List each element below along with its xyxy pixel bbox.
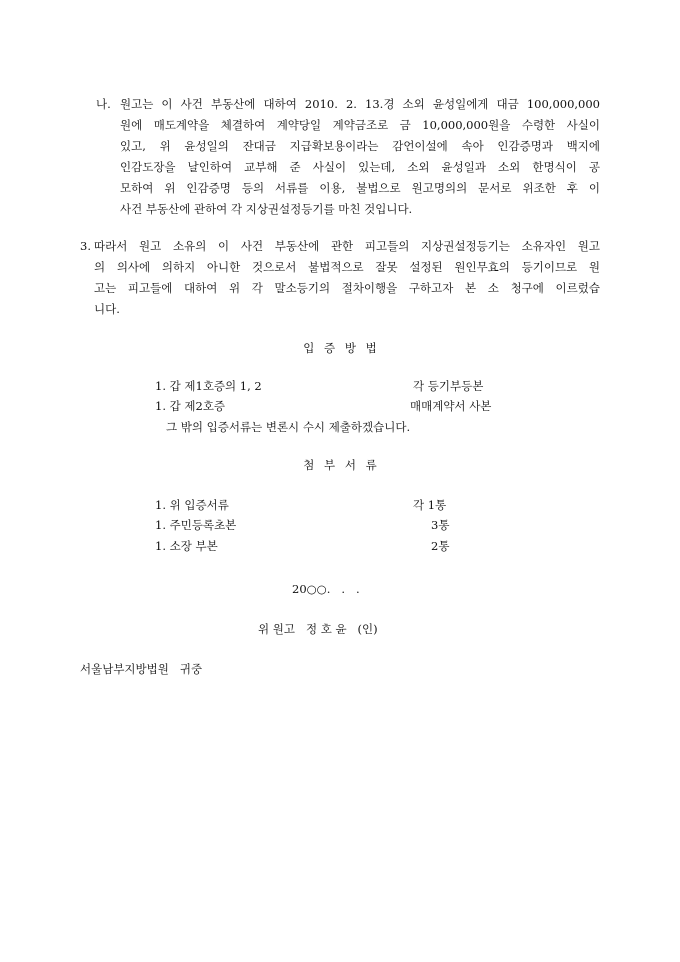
evidence-item-label: 1. 갑 제1호증의 1, 2	[155, 379, 262, 393]
evidence-note: 그 밖의 입증서류는 변론시 수시 제출하겠습니다.	[166, 420, 411, 434]
section-3-marker: 3.	[80, 239, 91, 253]
section-3-line: 니다.	[94, 302, 120, 316]
evidence-item-label: 1. 갑 제2호증	[155, 399, 226, 413]
attachment-item-label: 1. 위 입증서류	[155, 498, 229, 512]
evidence-item-value: 매매계약서 사본	[410, 399, 492, 413]
section-na-line: 인감도장을 날인하여 교부해 준 사실이 있는데, 소외 윤성일과 소외 한명식이 공	[120, 160, 600, 174]
section-na-line: 모하여 위 인감증명 등의 서류를 이용, 불법으로 원고명의의 문서로 위조한 후 이	[120, 181, 600, 195]
section-na-line: 원고는 이 사건 부동산에 대하여 2010. 2. 13.경 소외 윤성일에게 대금 100,000,000	[120, 97, 600, 111]
section-na-line: 사건 부동산에 관하여 각 지상권설정등기를 마친 것입니다.	[120, 202, 413, 216]
plaintiff-signature: 위 원고 정 호 윤 (인)	[258, 622, 378, 636]
court-addressee: 서울남부지방법원 귀중	[80, 662, 203, 676]
section-na-line: 있고, 위 윤성일의 잔대금 지급확보용이라는 감언이설에 속아 인감증명과 백지에	[120, 139, 600, 153]
section-3-line: 따라서 원고 소유의 이 사건 부동산에 관한 피고들의 지상권설정등기는 소유자인 원고	[94, 239, 600, 253]
attachments-title: 첨 부 서 류	[303, 458, 377, 472]
evidence-item-value: 각 등기부등본	[413, 379, 484, 393]
evidence-title: 입 증 방 법	[303, 341, 377, 355]
section-3-line: 고는 피고들에 대하여 위 각 말소등기의 절차이행을 구하고자 본 소 청구에 이르렀습	[94, 281, 600, 295]
attachment-item-value: 2통	[431, 539, 450, 553]
section-na-line: 원에 매도계약을 체결하여 계약당일 계약금조로 금 10,000,000원을 수령한 사실이	[120, 118, 600, 132]
attachment-item-value: 각 1통	[413, 498, 447, 512]
attachment-item-label: 1. 소장 부본	[155, 539, 218, 553]
attachment-item-value: 3통	[431, 518, 450, 532]
filing-date: 20○○. . .	[292, 582, 360, 596]
attachment-item-label: 1. 주민등록초본	[155, 518, 237, 532]
section-na-marker: 나.	[96, 97, 111, 111]
section-3-line: 의 의사에 의하지 아니한 것으로서 불법적으로 잘못 설정된 원인무효의 등기이므로 원	[94, 260, 600, 274]
